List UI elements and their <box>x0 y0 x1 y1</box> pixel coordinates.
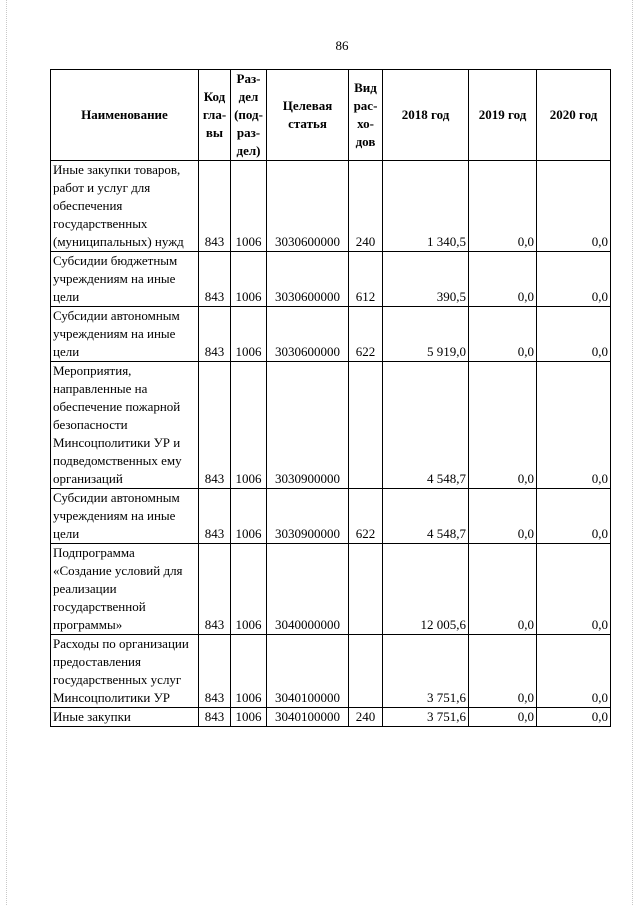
table-row <box>51 635 611 708</box>
row-target: 3040000000 <box>267 544 349 635</box>
row-expense-type <box>349 362 383 489</box>
row-chapter: 843 <box>199 252 231 307</box>
row-2019: 0,0 <box>469 708 537 727</box>
right-margin-dots <box>632 0 634 905</box>
row-2020: 0,0 <box>537 708 611 727</box>
table-row <box>51 161 611 252</box>
row-name: Иные закупки <box>51 708 199 727</box>
row-target: 3040100000 <box>267 635 349 708</box>
row-2020: 0,0 <box>537 252 611 307</box>
table-row <box>51 489 611 544</box>
row-target: 3030600000 <box>267 161 349 252</box>
budget-table <box>50 69 611 727</box>
left-margin-dots <box>6 0 8 905</box>
row-target: 3040100000 <box>267 708 349 727</box>
table-row <box>51 307 611 362</box>
row-2018: 12 005,6 <box>383 544 469 635</box>
row-chapter: 843 <box>199 489 231 544</box>
row-2019: 0,0 <box>469 489 537 544</box>
row-2019: 0,0 <box>469 544 537 635</box>
row-name: Подпрограмма «Создание условий для реализации государственной программы» <box>51 544 199 635</box>
row-expense-type <box>349 544 383 635</box>
row-2020: 0,0 <box>537 307 611 362</box>
header-2020: 2020 год <box>537 70 611 161</box>
header-name: Наименование <box>51 70 199 161</box>
row-name: Субсидии бюджетным учреждениям на иные цели <box>51 252 199 307</box>
table-row <box>51 252 611 307</box>
row-2019: 0,0 <box>469 362 537 489</box>
row-section: 1006 <box>231 544 267 635</box>
row-2018: 5 919,0 <box>383 307 469 362</box>
row-name: Мероприятия, направленные на обеспечение пожарной безопасности Минсоцполитики УР и подведомственных ему организаций <box>51 362 199 489</box>
row-2020: 0,0 <box>537 362 611 489</box>
row-2020: 0,0 <box>537 161 611 252</box>
row-2018: 3 751,6 <box>383 708 469 727</box>
row-expense-type: 240 <box>349 161 383 252</box>
table-header-row <box>51 70 611 161</box>
row-section: 1006 <box>231 362 267 489</box>
row-chapter: 843 <box>199 635 231 708</box>
row-chapter: 843 <box>199 307 231 362</box>
row-expense-type: 240 <box>349 708 383 727</box>
row-2018: 3 751,6 <box>383 635 469 708</box>
row-2019: 0,0 <box>469 307 537 362</box>
row-2019: 0,0 <box>469 635 537 708</box>
row-chapter: 843 <box>199 708 231 727</box>
row-expense-type: 622 <box>349 489 383 544</box>
row-section: 1006 <box>231 489 267 544</box>
row-name: Расходы по организации предоставления государственных услуг Минсоцполитики УР <box>51 635 199 708</box>
header-expense-type: Вид рас- хо- дов <box>349 70 383 161</box>
row-section: 1006 <box>231 635 267 708</box>
row-name: Субсидии автономным учреждениям на иные цели <box>51 307 199 362</box>
row-section: 1006 <box>231 161 267 252</box>
row-2018: 4 548,7 <box>383 362 469 489</box>
row-section: 1006 <box>231 708 267 727</box>
row-2018: 4 548,7 <box>383 489 469 544</box>
row-target: 3030600000 <box>267 307 349 362</box>
header-target-article: Целевая статья <box>267 70 349 161</box>
row-expense-type <box>349 635 383 708</box>
page-number: 86 <box>335 38 349 53</box>
table-row <box>51 544 611 635</box>
row-2020: 0,0 <box>537 544 611 635</box>
header-section: Раз- дел (под- раз- дел) <box>231 70 267 161</box>
row-target: 3030900000 <box>267 489 349 544</box>
header-2018: 2018 год <box>383 70 469 161</box>
row-2019: 0,0 <box>469 161 537 252</box>
row-target: 3030900000 <box>267 362 349 489</box>
row-expense-type: 612 <box>349 252 383 307</box>
row-section: 1006 <box>231 307 267 362</box>
row-2020: 0,0 <box>537 489 611 544</box>
row-chapter: 843 <box>199 362 231 489</box>
header-chapter-code: Код гла- вы <box>199 70 231 161</box>
row-section: 1006 <box>231 252 267 307</box>
table-row <box>51 708 611 727</box>
row-chapter: 843 <box>199 161 231 252</box>
row-2018: 1 340,5 <box>383 161 469 252</box>
header-2019: 2019 год <box>469 70 537 161</box>
row-expense-type: 622 <box>349 307 383 362</box>
row-2019: 0,0 <box>469 252 537 307</box>
row-name: Субсидии автономным учреждениям на иные цели <box>51 489 199 544</box>
row-chapter: 843 <box>199 544 231 635</box>
row-name: Иные закупки товаров, работ и услуг для обеспечения государственных (муниципальных) нужд <box>51 161 199 252</box>
table-row <box>51 362 611 489</box>
row-2020: 0,0 <box>537 635 611 708</box>
row-2018: 390,5 <box>383 252 469 307</box>
row-target: 3030600000 <box>267 252 349 307</box>
